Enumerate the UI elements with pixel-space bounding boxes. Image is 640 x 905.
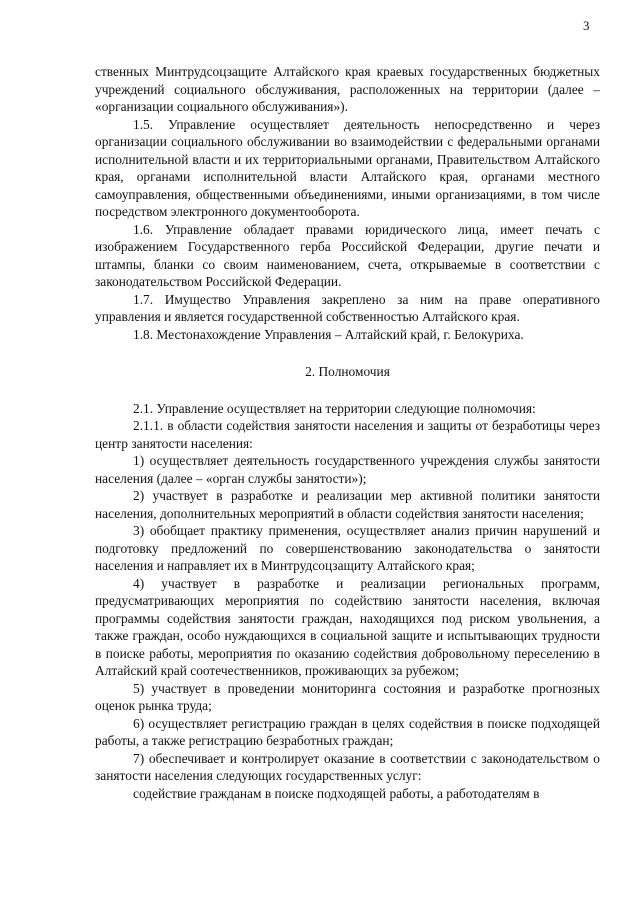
- section-heading: 2. Полномочия: [305, 364, 390, 379]
- paragraph: 1.7. Имущество Управления закреплено за ним на праве оперативного управления и является государственной собственностью Алтайского края.: [95, 291, 600, 324]
- paragraph: 2.1.1. в области содействия занятости населения и защиты от безработицы через центр занятости населения:: [95, 418, 600, 451]
- list-item: 7) обеспечивает и контролирует оказание в соответствии с законодательством о занятости населения следующих государственных услуг:: [95, 750, 600, 783]
- list-item: 1) осуществляет деятельность государственного учреждения службы занятости населения (далее – «орган службы занятости»);: [95, 453, 600, 486]
- list-item: 5) участвует в проведении мониторинга состояния и разработке прогнозных оценок рынка труда;: [95, 680, 600, 713]
- paragraph: 1.6. Управление обладает правами юридического лица, имеет печать с изображением Государственного герба Российской Федерации, другие печати и штампы, бланки со своим наименованием, счета, открываемые в соответствии с законодательством Российской Федерации.: [95, 221, 600, 289]
- paragraph: 1.8. Местонахождение Управления – Алтайский край, г. Белокуриха.: [133, 326, 524, 342]
- list-item: 6) осуществляет регистрацию граждан в целях содействия в поиске подходящей работы, а также регистрацию безработных граждан;: [95, 715, 600, 748]
- paragraph: 2.1. Управление осуществляет на территории следующие полномочия:: [133, 400, 536, 416]
- paragraph: содействие гражданам в поиске подходящей работы, а работодателям в: [133, 785, 540, 801]
- list-item: 2) участвует в разработке и реализации мер активной политики занятости населения, дополнительных мероприятий в области содействия занятости населения;: [95, 488, 600, 521]
- list-item: 4) участвует в разработке и реализации региональных программ, предусматривающих мероприятия по содействию занятости населения, включая программы содействия занятости граждан, находящихся под риском увольнения, а также граждан, особо нуждающихся в социальной защите и испытывающих трудности в поиске работы, мероприятия по оказанию содействия добровольному переселению в Алтайский край соотечественников, проживающих за рубежом;: [95, 575, 600, 678]
- document-body: [95, 63, 600, 802]
- list-item: 3) обобщает практику применения, осуществляет анализ причин нарушений и подготовку предложений по совершенствованию законодательства о занятости населения и направляет их в Минтрудсоцзащиту Алтайского края;: [95, 523, 600, 573]
- paragraph: 1.5. Управление осуществляет деятельность непосредственно и через организации социального обслуживании во взаимодействии с федеральными органами исполнительной власти и их территориальными органами, Правительством Алтайского края, органами исполнительной власти Алтайского края, органами местного самоуправления, общественными объединениями, иными организациями, в том числе посредством электронного документооборота.: [95, 116, 600, 219]
- paragraph: ственных Минтрудсоцзащите Алтайского края краевых государственных бюджетных учреждений социального обслуживания, расположенных на территории (далее – «организации социального обслуживания»).: [95, 64, 600, 114]
- page-number: 3: [583, 18, 590, 33]
